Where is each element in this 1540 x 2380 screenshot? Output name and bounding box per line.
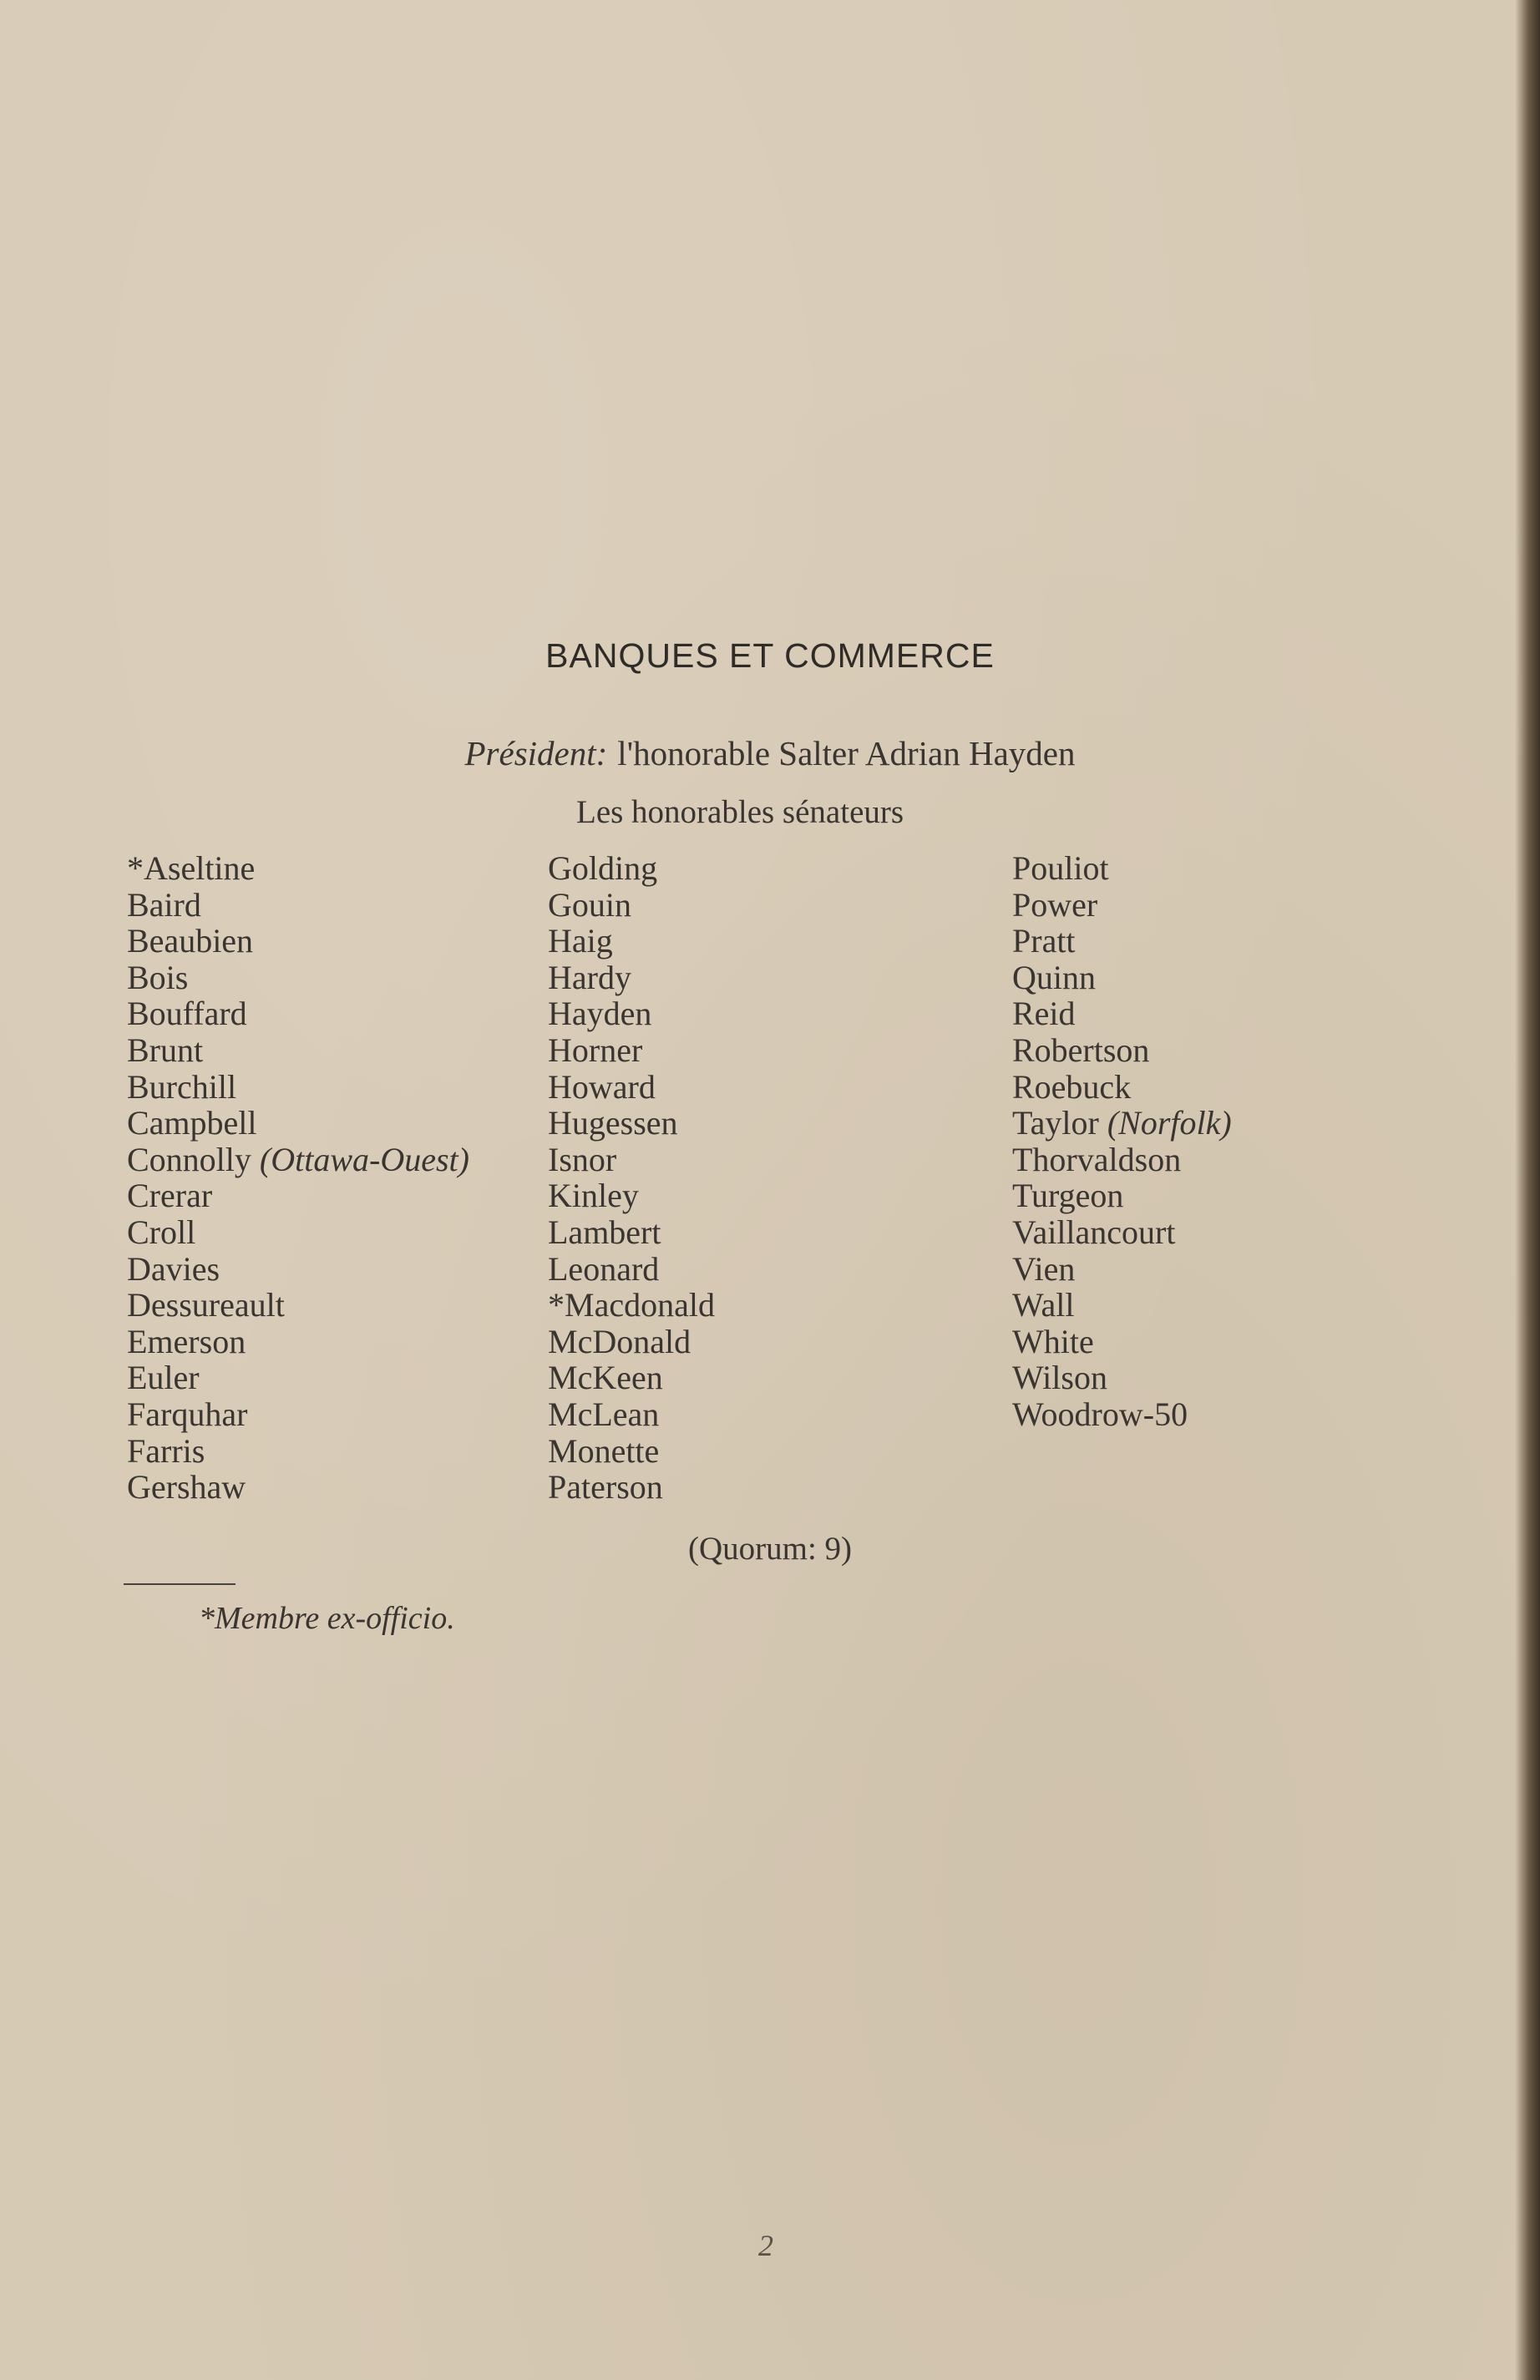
senator-surname: Euler — [127, 1359, 200, 1397]
senator-surname: McKeen — [548, 1359, 663, 1397]
senator-surname: Dessureault — [127, 1286, 285, 1324]
senator-name — [127, 1396, 469, 1433]
senator-name — [1012, 1142, 1232, 1178]
page-edge-shadow — [1515, 0, 1540, 2380]
senator-name — [1012, 850, 1232, 887]
senator-surname: Pratt — [1012, 922, 1076, 960]
senator-name — [1012, 1360, 1232, 1396]
senator-surname: Connolly — [127, 1140, 251, 1178]
senator-surname: Power — [1012, 885, 1098, 924]
senator-name — [1012, 1032, 1232, 1069]
senator-name — [548, 887, 715, 924]
senator-surname: Bois — [127, 958, 189, 996]
senator-district: (Norfolk) — [1107, 1104, 1232, 1142]
senator-surname: Croll — [127, 1213, 196, 1251]
senator-surname: Monette — [548, 1431, 660, 1470]
senator-surname: Bouffard — [127, 995, 247, 1033]
senator-column-3 — [1012, 850, 1232, 1433]
senator-name — [1012, 1324, 1232, 1360]
senator-name — [548, 1251, 715, 1288]
senator-surname: Robertson — [1012, 1030, 1150, 1069]
senator-surname: Baird — [127, 885, 201, 924]
senator-surname: Roebuck — [1012, 1067, 1132, 1106]
senator-surname: Burchill — [127, 1067, 237, 1106]
senator-surname: Woodrow-50 — [1012, 1395, 1188, 1433]
senator-name — [127, 887, 469, 924]
senator-name — [127, 1360, 469, 1396]
senator-name — [1012, 923, 1232, 960]
senator-surname: Wall — [1012, 1286, 1075, 1324]
senator-surname: Brunt — [127, 1030, 204, 1069]
senator-name — [127, 1469, 469, 1506]
senator-column-2 — [548, 850, 715, 1506]
senator-name — [548, 1360, 715, 1396]
senator-name — [548, 1214, 715, 1251]
senator-surname: Campbell — [127, 1104, 257, 1142]
senator-column-1 — [127, 850, 469, 1506]
senator-name — [127, 995, 469, 1032]
senator-surname: Quinn — [1012, 958, 1096, 996]
president-line — [0, 733, 1540, 773]
senator-name — [1012, 960, 1232, 996]
senator-surname: Kinley — [548, 1177, 639, 1215]
senator-name — [548, 1032, 715, 1069]
senator-name — [1012, 1177, 1232, 1214]
senator-surname: White — [1012, 1322, 1094, 1360]
ex-officio-marker: * — [548, 1286, 565, 1324]
senator-surname: McLean — [548, 1395, 660, 1433]
president-label: Président: — [464, 734, 608, 772]
senator-surname: Thorvaldson — [1012, 1140, 1182, 1178]
senators-heading: Les honorables sénateurs — [576, 794, 904, 830]
senator-name — [127, 960, 469, 996]
senator-name — [548, 1433, 715, 1470]
senator-name — [127, 1433, 469, 1470]
senator-name — [548, 1177, 715, 1214]
senator-surname: Farquhar — [127, 1395, 248, 1433]
senator-surname: Beaubien — [127, 922, 254, 960]
senator-surname: Isnor — [548, 1140, 617, 1178]
senator-surname: Hugessen — [548, 1104, 678, 1142]
senator-name — [1012, 1251, 1232, 1288]
senator-name — [1012, 1287, 1232, 1324]
senator-name — [548, 995, 715, 1032]
senator-surname: Wilson — [1012, 1359, 1107, 1397]
senator-name — [1012, 887, 1232, 924]
senator-name — [1012, 1214, 1232, 1251]
senator-name — [127, 1251, 469, 1288]
senator-district: (Ottawa-Ouest) — [259, 1140, 469, 1178]
senator-surname: Emerson — [127, 1322, 246, 1360]
page-number: 2 — [758, 2229, 773, 2262]
senator-name — [548, 1142, 715, 1178]
senator-name — [127, 1069, 469, 1106]
footnote-divider — [124, 1583, 236, 1585]
senator-surname: Lambert — [548, 1213, 661, 1251]
senator-name — [548, 1287, 715, 1324]
senator-surname: Gouin — [548, 885, 631, 924]
senator-name — [127, 1032, 469, 1069]
senator-surname: Aseltine — [144, 849, 256, 887]
senator-surname: Gershaw — [127, 1468, 246, 1506]
senator-name — [548, 850, 715, 887]
senator-surname: Howard — [548, 1067, 656, 1106]
senator-name — [1012, 1105, 1232, 1142]
senator-name — [548, 1069, 715, 1106]
senator-surname: Vaillancourt — [1012, 1213, 1176, 1251]
senator-name — [1012, 1396, 1232, 1433]
senator-name — [548, 1105, 715, 1142]
senator-name — [127, 1105, 469, 1142]
senator-surname: Taylor — [1012, 1104, 1099, 1142]
senator-name — [1012, 995, 1232, 1032]
senator-name — [548, 1396, 715, 1433]
senator-surname: Hayden — [548, 995, 652, 1033]
senator-surname: Turgeon — [1012, 1177, 1124, 1215]
senator-name — [548, 1469, 715, 1506]
senator-surname: Pouliot — [1012, 849, 1109, 887]
senator-surname: McDonald — [548, 1322, 691, 1360]
senator-surname: Leonard — [548, 1249, 660, 1288]
senator-name — [548, 1324, 715, 1360]
senator-name — [127, 1287, 469, 1324]
senator-surname: Macdonald — [565, 1286, 715, 1324]
senator-name — [127, 923, 469, 960]
senator-surname: Crerar — [127, 1177, 213, 1215]
senator-name — [548, 923, 715, 960]
senator-surname: Hardy — [548, 958, 631, 996]
senator-name — [1012, 1069, 1232, 1106]
president-name: l'honorable Salter Adrian Hayden — [617, 734, 1076, 772]
senator-surname: Horner — [548, 1030, 643, 1069]
senator-name — [127, 1324, 469, 1360]
senator-surname: Reid — [1012, 995, 1076, 1033]
quorum-note: (Quorum: 9) — [687, 1531, 853, 1567]
senator-name — [127, 1214, 469, 1251]
senator-surname: Haig — [548, 922, 613, 960]
senator-surname: Vien — [1012, 1249, 1076, 1288]
senator-surname: Paterson — [548, 1468, 663, 1506]
senator-name — [127, 1177, 469, 1214]
ex-officio-marker: * — [127, 849, 144, 887]
senator-surname: Farris — [127, 1431, 205, 1470]
footnote-text: *Membre ex-officio. — [199, 1601, 455, 1636]
committee-title: BANQUES ET COMMERCE — [545, 636, 995, 675]
senator-surname: Golding — [548, 849, 658, 887]
senator-name — [548, 960, 715, 996]
senator-name — [127, 850, 469, 887]
senator-surname: Davies — [127, 1249, 220, 1288]
senator-name — [127, 1142, 469, 1178]
